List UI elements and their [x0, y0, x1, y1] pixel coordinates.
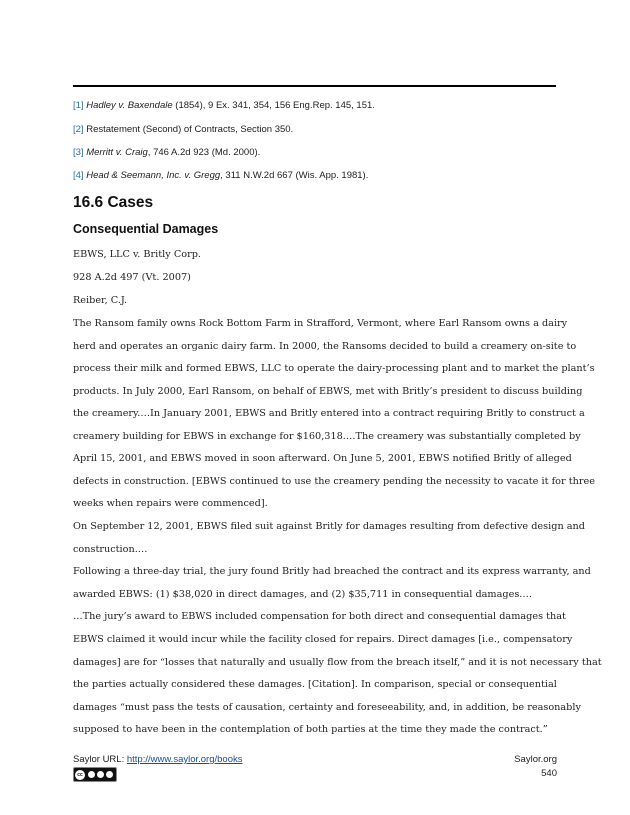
footnote-3-number[interactable]: [3] [73, 147, 84, 158]
footnote-4-number[interactable]: [4] [73, 170, 84, 181]
footnote-3-case: Merritt v. Craig [86, 147, 148, 158]
body-line: process their milk and formed EBWS, LLC to operate the dairy-processing plant and to market the plant’s [73, 363, 595, 374]
subsection-heading: Consequential Damages [73, 222, 219, 236]
cc-logo-icon: cc [75, 770, 85, 780]
body-line: April 15, 2001, and EBWS moved in soon afterward. On June 5, 2001, EBWS notified Britly of alleged [73, 453, 572, 464]
body-line: awarded EBWS: (1) $38,020 in direct damages, and (2) $35,711 in consequential damages.… [73, 589, 533, 600]
section-number: 16.6 [73, 194, 104, 211]
footnote-2-number[interactable]: [2] [73, 124, 84, 135]
body-line: creamery building for EBWS in exchange for $160,318.…The creamery was substantially completed by [73, 431, 581, 442]
body-line: Following a three-day trial, the jury found Britly had breached the contract and its express warranty, and [73, 566, 591, 577]
body-line: the parties actually considered these damages. [Citation]. In comparison, special or consequential [73, 679, 557, 690]
header-rule [73, 85, 556, 87]
footnote-3 [73, 147, 260, 158]
body-line: EBWS, LLC v. Britly Corp. [73, 249, 201, 260]
body-line: On September 12, 2001, EBWS filed suit against Britly for damages resulting from defective design and [73, 521, 585, 532]
footnote-3-text: , 746 A.2d 923 (Md. 2000). [147, 147, 261, 158]
body-line: 928 A.2d 497 (Vt. 2007) [73, 272, 191, 283]
body-line: weeks when repairs were commenced]. [73, 498, 268, 509]
footnote-1-text: (1854), 9 Ex. 341, 354, 156 Eng.Rep. 145, 151. [172, 100, 375, 111]
footnote-1-case: Hadley v. Baxendale [86, 100, 173, 111]
body-line: supposed to have been in the contemplation of both parties at the time they made the contract.” [73, 724, 548, 735]
body-line: damages “must pass the tests of causation, certainty and foreseeability, and, in addition, be reasonably [73, 702, 581, 713]
footer-site: Saylor.org [514, 754, 557, 765]
by-icon [88, 771, 95, 778]
footnote-1-number[interactable]: [1] [73, 100, 84, 111]
footnote-1 [73, 100, 375, 111]
footer-url-label: Saylor URL: [73, 754, 127, 765]
nc-icon [97, 771, 104, 778]
cc-by-nc-sa-icon [73, 767, 117, 782]
body-line: herd and operates an organic dairy farm. In 2000, the Ransoms decided to build a creamery on-site to [73, 341, 577, 352]
footnote-2-text: Restatement (Second) of Contracts, Section 350. [86, 124, 294, 135]
footnote-4-text: , 311 N.W.2d 667 (Wis. App. 1981). [220, 170, 369, 181]
body-line: the creamery.…In January 2001, EBWS and Britly entered into a contract requiring Britly to construct a [73, 408, 585, 419]
footnote-4-case: Head & Seemann, Inc. v. Gregg [86, 170, 221, 181]
footer-url-link[interactable]: http://www.saylor.org/books [126, 754, 243, 765]
body-line: Reiber, C.J. [73, 295, 128, 306]
sa-icon [106, 771, 113, 778]
body-line: products. In July 2000, Earl Ransom, on behalf of EBWS, met with Britly’s president to discuss building [73, 386, 583, 397]
footnote-2 [73, 124, 293, 135]
body-line: defects in construction. [EBWS continued to use the creamery pending the necessity to vacate it for three [73, 476, 595, 487]
body-line: construction.… [73, 544, 148, 555]
section-heading [73, 194, 153, 212]
page-number: 540 [541, 768, 557, 779]
body-line: damages] are for “losses that naturally and usually flow from the breach itself,” and it is not necessary that [73, 657, 602, 668]
body-line: …The jury’s award to EBWS included compensation for both direct and consequential damages that [73, 611, 566, 622]
section-title: Cases [107, 194, 154, 211]
footnote-4 [73, 170, 368, 181]
body-line: EBWS claimed it would incur while the facility closed for repairs. Direct damages [i.e., compensatory [73, 634, 573, 645]
license-badges [88, 771, 113, 778]
footer-source [73, 754, 243, 765]
body-line: The Ransom family owns Rock Bottom Farm in Strafford, Vermont, where Earl Ransom owns a dairy [73, 318, 568, 329]
